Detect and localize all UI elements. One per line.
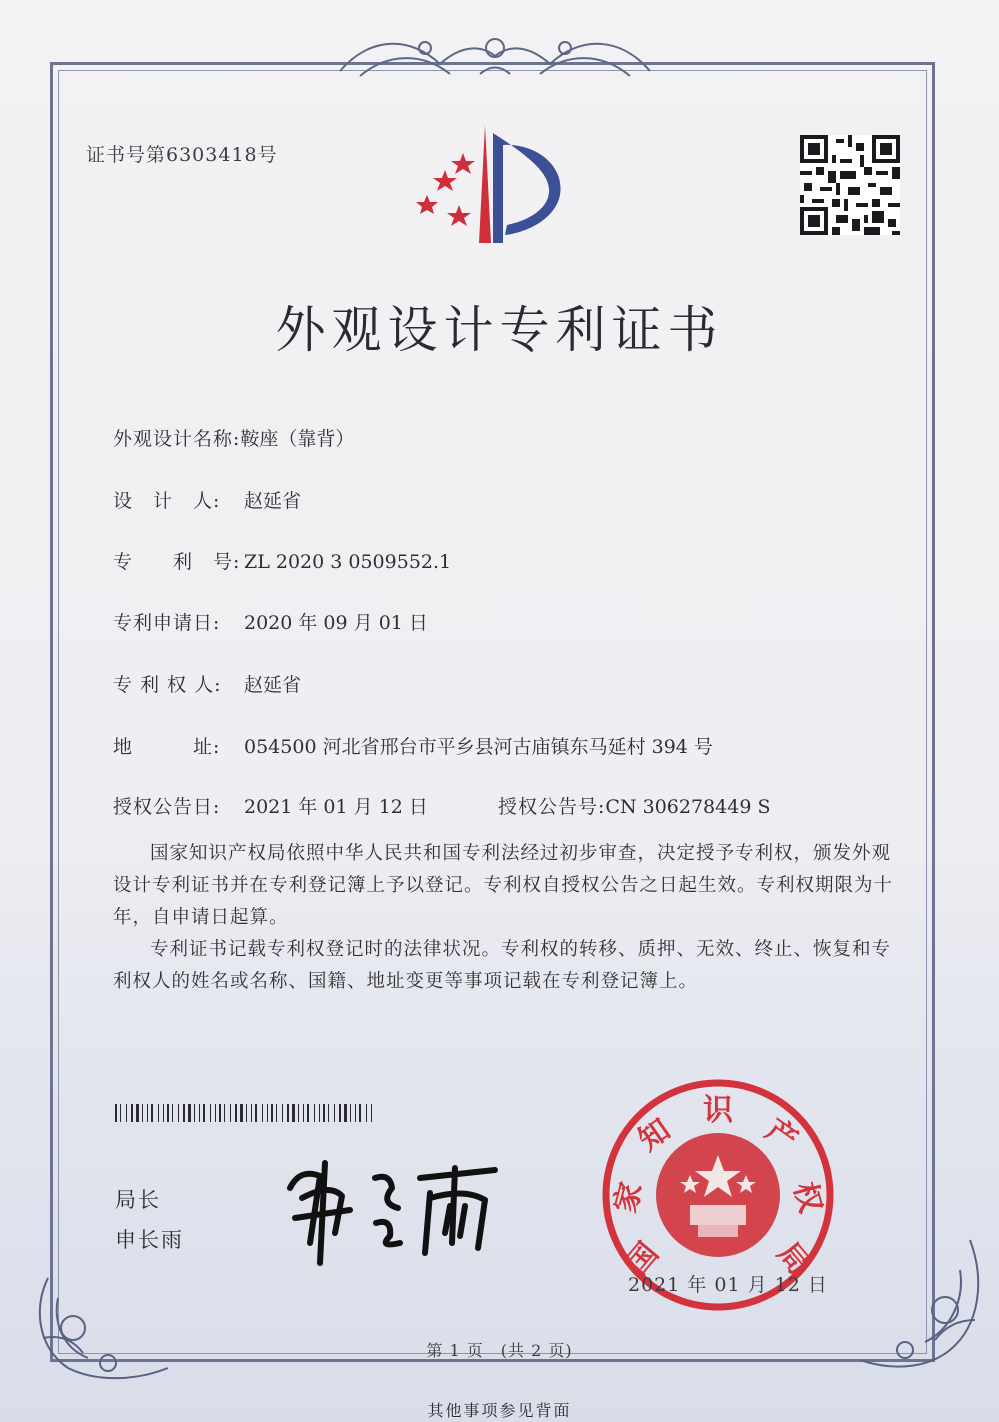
page-number: 第 1 页 (共 2 页) <box>426 1341 573 1360</box>
field-label: 专 利 权 人: <box>113 674 222 696</box>
official-title: 局长 <box>115 1188 161 1212</box>
field-label: 外观设计名称: <box>113 428 241 450</box>
field-value: 赵延省 <box>244 490 302 512</box>
field-label: 授权公告日: <box>113 796 221 818</box>
field-design-name <box>113 424 354 451</box>
field-label: 授权公告号: <box>498 796 606 818</box>
footnote: 其他事项参见背面 <box>427 1401 572 1420</box>
field-value: ZL 2020 3 0509552.1 <box>244 551 452 573</box>
field-application-date <box>113 608 428 635</box>
field-designer <box>113 486 301 513</box>
svg-text:家: 家 <box>608 1178 650 1217</box>
svg-text:识: 识 <box>703 1093 733 1128</box>
qr-code-icon <box>800 135 900 235</box>
body-paragraph-2: 专利证书记载专利权登记时的法律状况。专利权的转移、质押、无效、终止、恢复和专利权人的姓名或名称、国籍、地址变更等事项记载在专利登记簿上。 <box>113 939 892 992</box>
field-value: 鞍座（靠背） <box>240 428 355 450</box>
top-ornament-icon <box>330 26 660 86</box>
field-address <box>113 732 713 759</box>
field-grant-date <box>113 792 428 819</box>
field-value: 2020 年 09 月 01 日 <box>244 612 428 634</box>
svg-text:知: 知 <box>632 1112 677 1159</box>
svg-text:局: 局 <box>770 1236 817 1282</box>
field-value: 2021 年 01 月 12 日 <box>244 796 428 818</box>
field-value: 054500 河北省邢台市平乡县河古庙镇东马延村 394 号 <box>244 736 713 758</box>
certificate-number: 证书号第6303418号 <box>86 144 278 166</box>
svg-text:权: 权 <box>786 1178 828 1217</box>
official-name: 申长雨 <box>115 1228 184 1252</box>
field-label: 设 计 人: <box>113 490 221 512</box>
field-value: CN 306278449 S <box>605 796 771 818</box>
signature-icon <box>280 1148 510 1268</box>
body-paragraph-1: 国家知识产权局依照中华人民共和国专利法经过初步审查，决定授予专利权，颁发外观设计专利证书并在专利登记簿上予以登记。专利权自授权公告之日起生效。专利权期限为十年，自申请日起算。 <box>113 843 894 928</box>
bottom-left-ornament-icon <box>28 1268 178 1388</box>
svg-text:产: 产 <box>759 1112 804 1159</box>
svg-text:国: 国 <box>619 1236 666 1282</box>
field-value: 赵延省 <box>244 674 302 696</box>
barcode-icon <box>115 1104 375 1122</box>
field-label: 专利申请日: <box>113 612 221 634</box>
field-grant-number <box>498 792 770 819</box>
field-patentee <box>113 670 301 697</box>
field-patent-number <box>113 547 451 574</box>
patent-logo-icon <box>415 125 580 250</box>
certificate-title: 外观设计专利证书 <box>275 301 724 359</box>
field-label: 专 利 号: <box>113 551 241 573</box>
seal-date: 2021 年 01 月 12 日 <box>628 1274 828 1296</box>
certificate-body <box>113 838 895 998</box>
field-label: 地 址: <box>113 736 221 758</box>
